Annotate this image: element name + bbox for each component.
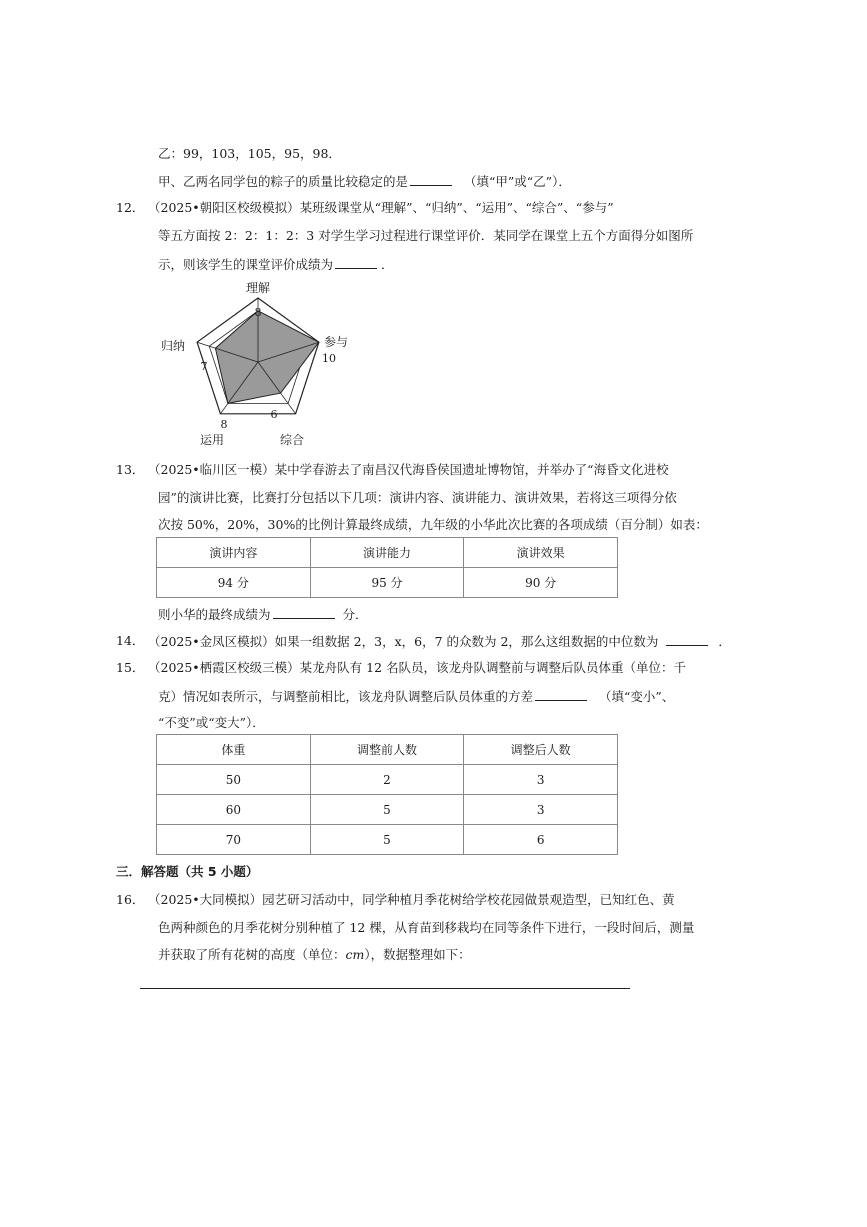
q14-end: ． (718, 634, 731, 649)
table-cell: 50 (157, 765, 311, 795)
q14-number: 14． (116, 633, 145, 648)
table-header-cell: 调整前人数 (310, 735, 464, 765)
q15-line2: 克）情况如表所示，与调整前相比，该龙舟队调整后队员体重的方差 (158, 689, 534, 704)
q13-line2: 园”的演讲比赛，比赛打分包括以下几项：演讲内容、演讲能力、演讲效果，若将这三项得分依 (158, 490, 677, 505)
answer-blank[interactable] (273, 606, 335, 619)
q16-line3 (158, 947, 471, 963)
q12-line3-wrap (158, 256, 394, 273)
table-cell: 2 (310, 765, 464, 795)
q15-line2-wrap (158, 688, 674, 705)
q11-line-b: 乙：99，103，105，95，98． (158, 146, 341, 161)
q15-line1: （2025•栖霞区校级三模）某龙舟队有 12 名队员，该龙舟队调整前与调整后队员体重（单位：千 (148, 660, 687, 675)
answer-blank[interactable] (335, 256, 377, 269)
table-cell: 60 (157, 795, 311, 825)
radar-axis-label: 参与 (324, 335, 349, 349)
q13-after: 则小华的最终成绩为 (158, 607, 271, 622)
q12-line1: （2025•朝阳区校级模拟）某班级课堂从“理解”、“归纳”、“运用”、“综合”、“参与” (148, 200, 614, 215)
table-cell: 70 (157, 825, 311, 855)
table-cell: 90 分 (464, 568, 618, 598)
q16-number: 16． (116, 892, 145, 907)
table-cell: 5 (310, 825, 464, 855)
table-header-cell: 体重 (157, 735, 311, 765)
radar-axis-label: 理解 (245, 281, 271, 295)
q15-line2-end: （填“变小”、 (599, 689, 675, 704)
radar-value-label: 10 (322, 352, 336, 365)
q15-line3: “不变”或“变大”）． (158, 715, 265, 730)
q16-line3-pre: 并获取了所有花树的高度（单位： (158, 947, 346, 962)
q15-weight-table (156, 734, 618, 855)
radar-value-label: 7 (200, 360, 208, 373)
table-header-cell: 演讲效果 (464, 538, 618, 568)
table-row (157, 765, 618, 795)
answer-blank[interactable] (410, 173, 452, 186)
q16-line1: （2025•大同模拟）园艺研习活动中，同学种植月季花树给学校花园做景观造型，已知红色、黄 (148, 892, 675, 907)
table-cell: 6 (464, 825, 618, 855)
radar-value-label: 6 (270, 408, 278, 421)
bottom-divider (140, 988, 630, 989)
table-row (157, 825, 618, 855)
table-header-cell: 演讲内容 (157, 538, 311, 568)
table-header-row (157, 735, 618, 765)
table-header-row (157, 538, 618, 568)
radar-chart (150, 280, 370, 448)
q11-prompt-line (158, 173, 571, 190)
table-row (157, 795, 618, 825)
q13-score-table (156, 537, 618, 598)
radar-axis-label: 归纳 (160, 339, 185, 353)
q15-number: 15． (116, 660, 145, 675)
table-header-cell: 演讲能力 (310, 538, 464, 568)
q12-line2: 等五方面按 2：2：1：2：3 对学生学习过程进行课堂评价．某同学在课堂上五个方面得分如图所 (158, 228, 694, 243)
table-cell: 95 分 (310, 568, 464, 598)
table-header-cell: 调整后人数 (464, 735, 618, 765)
radar-axis-label: 综合 (279, 433, 305, 447)
table-cell: 5 (310, 795, 464, 825)
radar-axis-label: 运用 (199, 433, 225, 447)
q16-line2: 色两种颜色的月季花树分别种植了 12 棵，从育苗到移栽均在同等条件下进行，一段时间后，测量 (158, 920, 695, 935)
q13-number: 13． (116, 462, 145, 477)
table-cell: 94 分 (157, 568, 311, 598)
q16-unit: cm (345, 947, 365, 962)
radar-value-label: 8 (220, 418, 228, 431)
q14-wrap (148, 633, 731, 650)
table-cell: 3 (464, 765, 618, 795)
q12-line3: 示，则该学生的课堂评价成绩为 (158, 257, 334, 272)
q12-number: 12． (116, 200, 145, 215)
q13-line1: （2025•临川区一模）某中学春游去了南昌汉代海昏侯国遗址博物馆，并举办了“海昏文化进校 (148, 462, 669, 477)
table-cell: 3 (464, 795, 618, 825)
q13-after-wrap (158, 606, 368, 623)
q11-suffix: （填“甲”或“乙”）． (464, 174, 571, 189)
answer-blank[interactable] (666, 633, 708, 646)
q11-prompt: 甲、乙两名同学包的粽子的质量比较稳定的是 (158, 174, 409, 189)
q13-line3: 次按 50%，20%，30%的比例计算最终成绩，九年级的小华此次比赛的各项成绩（百分制）如表： (158, 517, 708, 532)
q13-after-end: 分． (342, 607, 368, 622)
section-title: 三．解答题（共 5 小题） (116, 864, 259, 879)
table-row (157, 568, 618, 598)
q14-text: （2025•金凤区模拟）如果一组数据 2，3，x，6，7 的众数为 2，那么这组数据的中位数为 (148, 634, 659, 649)
q12-line3-end: ． (381, 257, 394, 272)
answer-blank[interactable] (535, 688, 587, 701)
q16-line3-post: ），数据整理如下： (364, 947, 471, 962)
radar-value-label: 8 (254, 306, 262, 319)
